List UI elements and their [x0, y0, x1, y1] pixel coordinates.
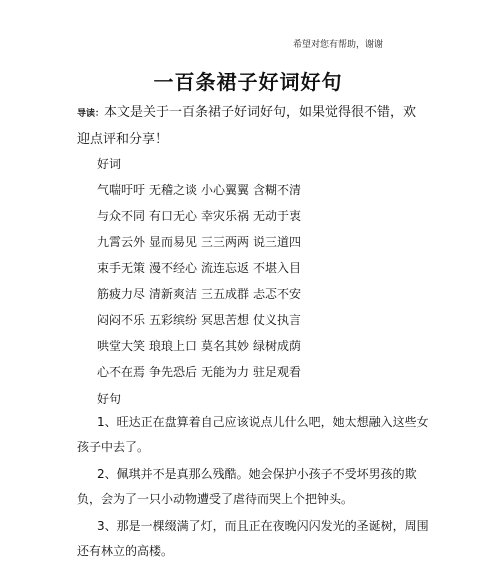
- phrase-row: [97, 207, 305, 224]
- sentence-item: 3、那是一棵缀满了灯，而且正在夜晚闪闪发光的圣诞树，周围还有林立的高楼。: [77, 519, 429, 558]
- phrase-item: 心不在焉: [97, 365, 146, 379]
- phrase-item: 无能为力: [201, 365, 250, 379]
- phrase-row: [97, 285, 305, 302]
- phrase-item: 仗义执言: [253, 313, 302, 327]
- phrase-item: 含糊不清: [253, 183, 302, 197]
- phrase-item: 闷闷不乐: [97, 313, 146, 327]
- intro-paragraph: [77, 100, 429, 152]
- phrase-row: [97, 363, 305, 380]
- phrase-item: 三五成群: [201, 287, 250, 301]
- phrase-item: 九霄云外: [97, 235, 146, 249]
- phrase-item: 与众不同: [97, 209, 146, 223]
- phrase-item: 有口无心: [149, 209, 198, 223]
- phrase-item: 清新爽洁: [149, 287, 198, 301]
- phrase-item: 小心翼翼: [201, 183, 250, 197]
- phrase-item: 漫不经心: [149, 261, 198, 275]
- phrase-item: 莫名其妙: [201, 339, 250, 353]
- phrase-item: 说三道四: [253, 235, 302, 249]
- page-title: 一百条裙子好词好句: [153, 70, 343, 94]
- phrase-item: 驻足观看: [253, 365, 302, 379]
- phrase-item: 束手无策: [97, 261, 146, 275]
- phrase-row: [97, 337, 305, 354]
- phrase-row: [97, 311, 305, 328]
- intro-text: 本文是关于一百条裙子好词好句，如果觉得很不错，欢迎点评和分享！: [77, 105, 417, 147]
- phrase-item: 争先恐后: [149, 365, 198, 379]
- phrase-item: 琅琅上口: [149, 339, 198, 353]
- phrase-item: 流连忘返: [201, 261, 250, 275]
- phrase-item: 绿树成荫: [253, 339, 302, 353]
- sentence-item: 1、旺达正在盘算着自己应该说点儿什么吧，她太想融入这些女孩子中去了。: [77, 415, 429, 454]
- phrase-item: 显而易见: [149, 235, 198, 249]
- phrase-item: 五彩缤纷: [149, 313, 198, 327]
- phrase-item: 无稽之谈: [149, 183, 198, 197]
- good-sentences-label: 好句: [97, 392, 122, 406]
- header-note: 希望对您有帮助，谢谢: [293, 40, 384, 50]
- phrase-row: [97, 233, 305, 250]
- phrase-row: [97, 181, 305, 198]
- phrase-item: 不堪入目: [253, 261, 302, 275]
- good-words-label: 好词: [97, 157, 122, 171]
- phrase-item: 哄堂大笑: [97, 339, 146, 353]
- phrase-item: 忐忑不安: [253, 287, 302, 301]
- intro-label: 导读：: [77, 109, 105, 119]
- phrase-item: 筋疲力尽: [97, 287, 146, 301]
- phrase-item: 冥思苦想: [201, 313, 250, 327]
- phrase-item: 幸灾乐祸: [201, 209, 250, 223]
- sentence-item: 2、佩琪并不是真那么残酷。她会保护小孩子不受坏男孩的欺负，会为了一只小动物遭受了虐待而哭上个把钟头。: [77, 467, 417, 506]
- phrase-item: 无动于衷: [253, 209, 302, 223]
- phrase-row: [97, 259, 305, 276]
- phrase-item: 气喘吁吁: [97, 183, 146, 197]
- phrase-item: 三三两两: [201, 235, 250, 249]
